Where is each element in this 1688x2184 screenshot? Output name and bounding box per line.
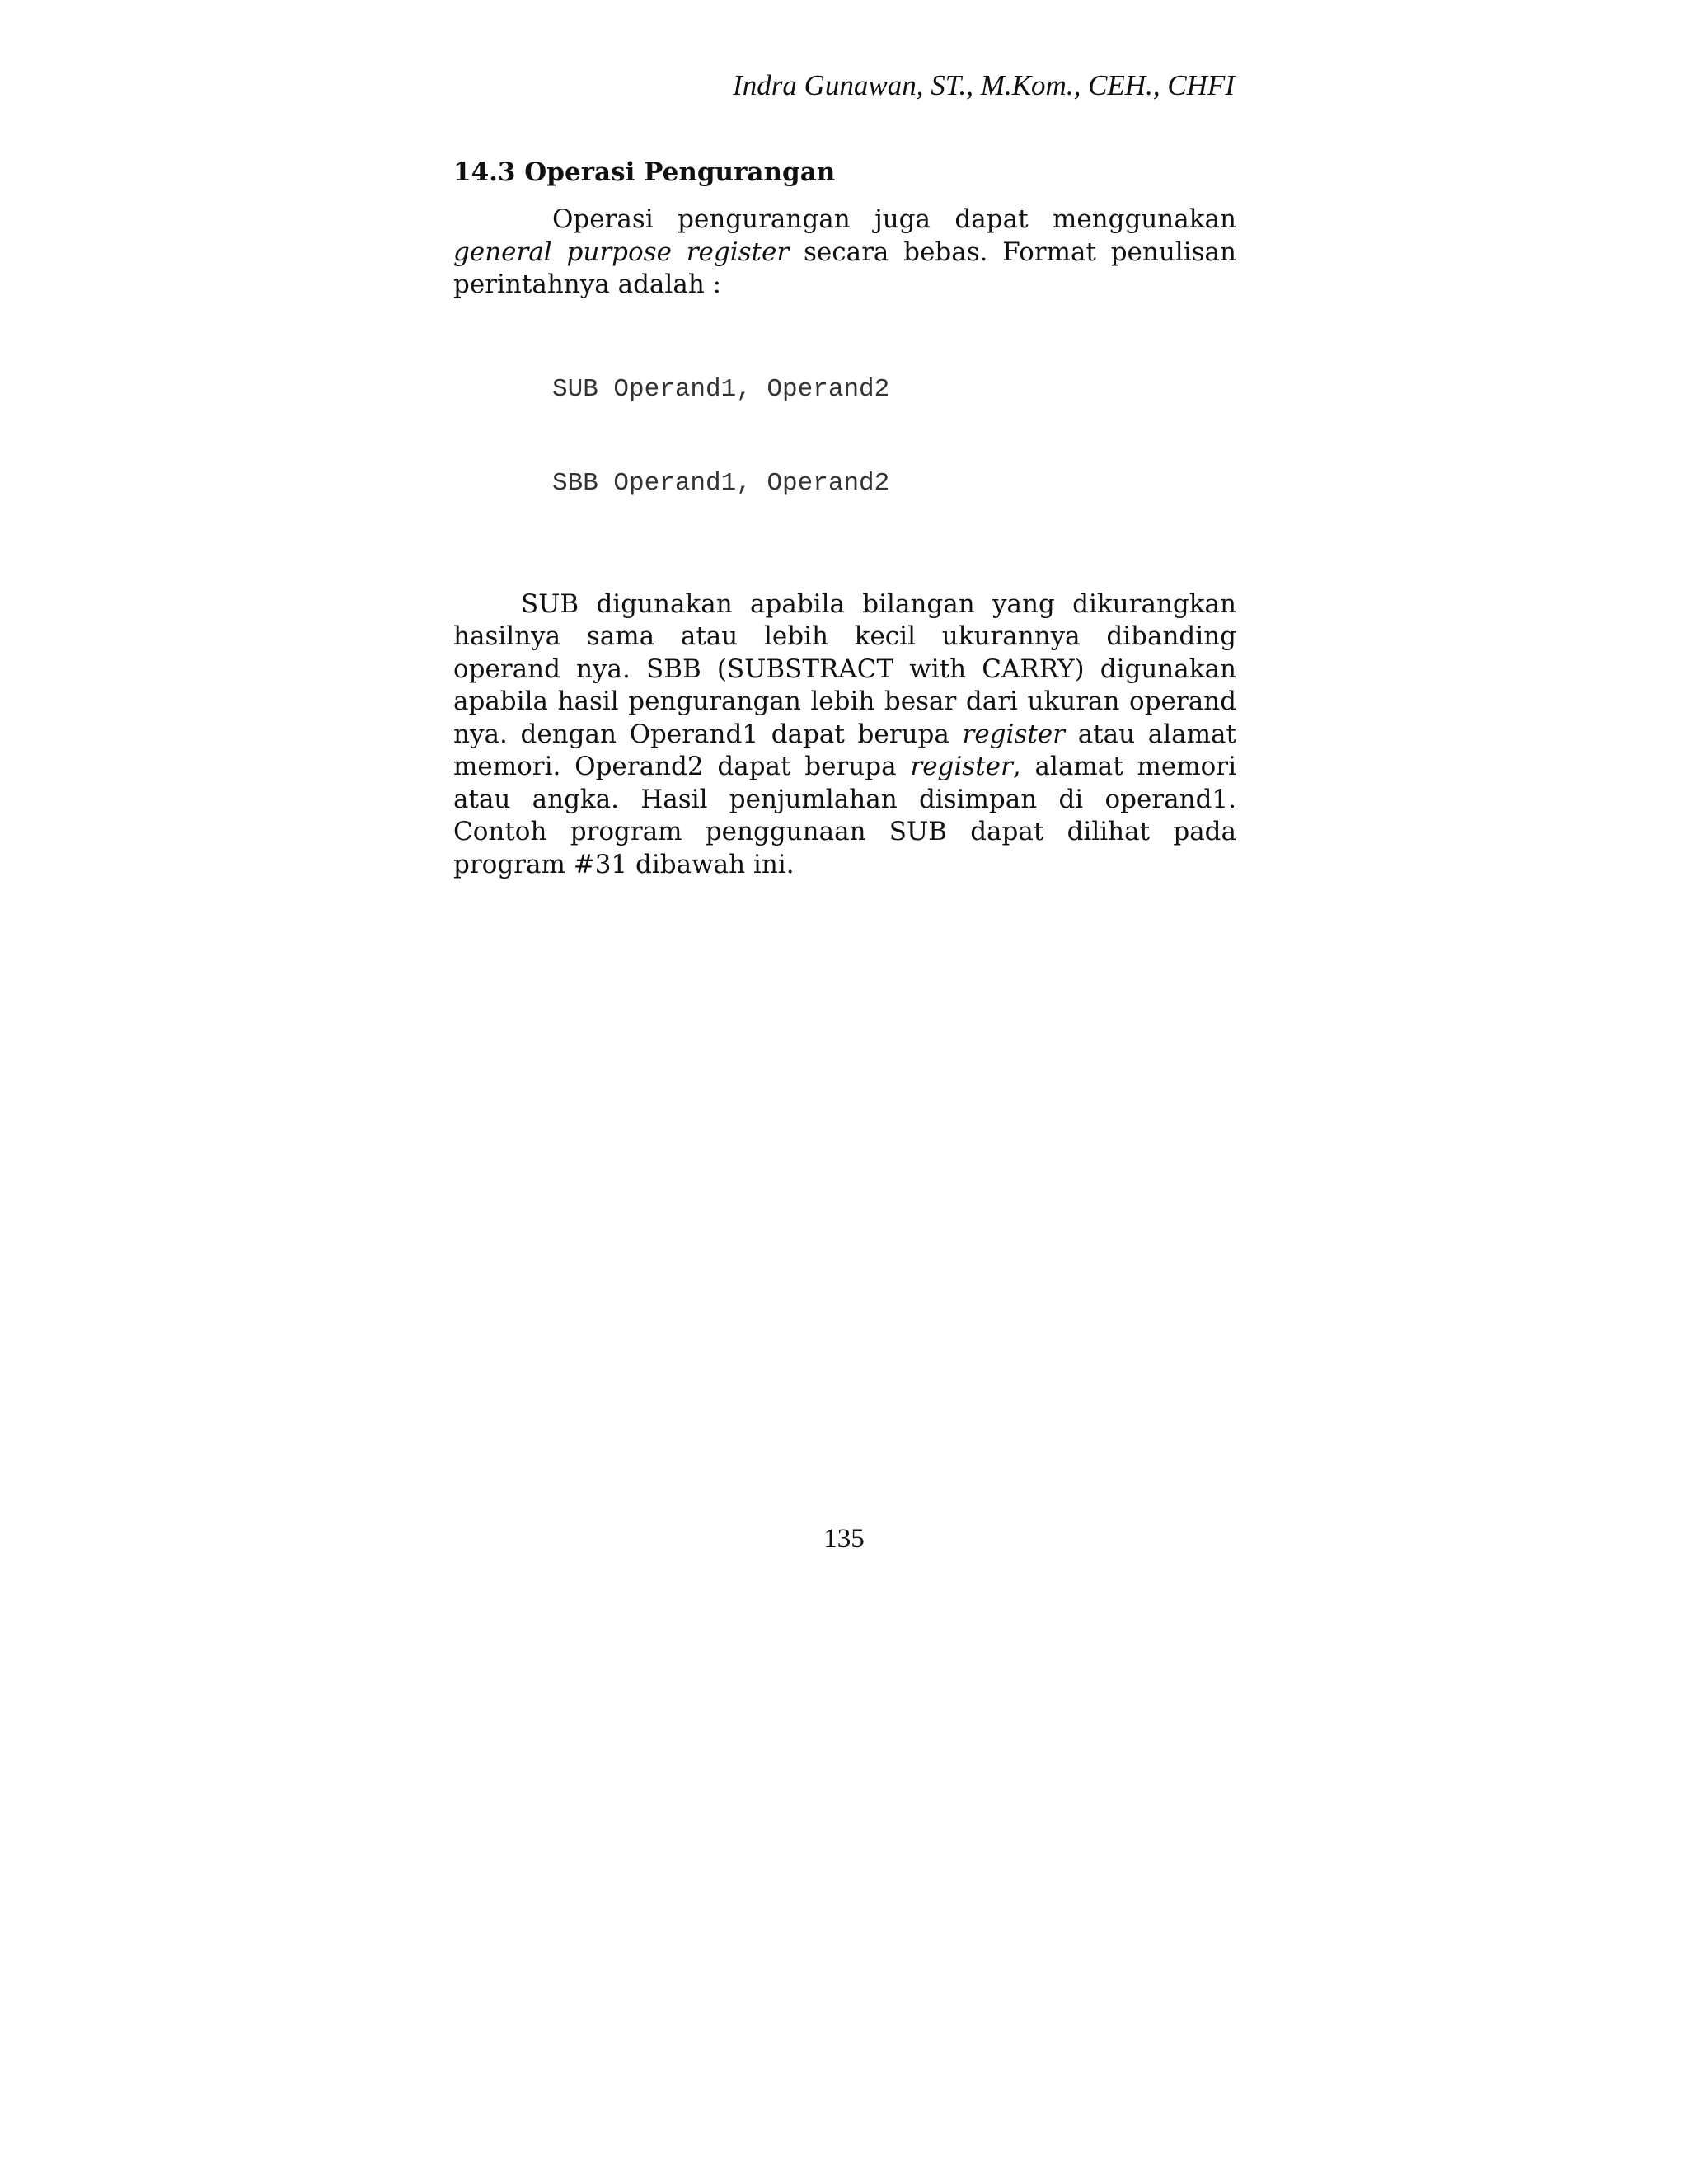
running-header-author: Indra Gunawan, ST., M.Kom., CEH., CHFI	[733, 69, 1235, 101]
main-content	[453, 152, 1236, 881]
code-line-sbb: SBB Operand1, Operand2	[552, 468, 890, 498]
paragraph-explanation-text-3: , alamat memori atau angka. Hasil penjumlahan disimpan di operand1. Contoh program penggunaan SUB dapat dilihat pada program #31 dibawah ini.	[453, 752, 1237, 879]
paragraph-explanation-emphasis-1: register	[962, 719, 1066, 749]
paragraph-intro	[453, 204, 1236, 302]
paragraph-explanation-text-1: SUB digunakan apabila bilangan yang dikurangkan hasilnya sama atau lebih kecil ukurannya dibanding operand nya. SBB (SUBSTRACT with CARRY) digunakan apabila hasil pengurangan lebih besar dari ukuran operand nya. dengan Operand1 dapat berupa	[453, 588, 1236, 749]
paragraph-intro-text-2: secara bebas. Format penulisan perintahnya adalah :	[453, 237, 1236, 299]
code-block	[552, 312, 1236, 562]
code-line-sub: SUB Operand1, Operand2	[552, 374, 890, 404]
paragraph-intro-text-1: Operasi pengurangan juga dapat menggunakan	[552, 204, 1236, 234]
paragraph-explanation-emphasis-2: register	[910, 752, 1013, 781]
paragraph-intro-emphasis: general purpose register	[453, 237, 790, 267]
page-number: 135	[823, 1524, 865, 1554]
section-title: 14.3 Operasi Pengurangan	[453, 157, 836, 187]
paragraph-explanation	[453, 588, 1236, 882]
paragraph-explanation-text-2: atau alamat memori. Operand2 dapat berupa	[453, 719, 1236, 781]
